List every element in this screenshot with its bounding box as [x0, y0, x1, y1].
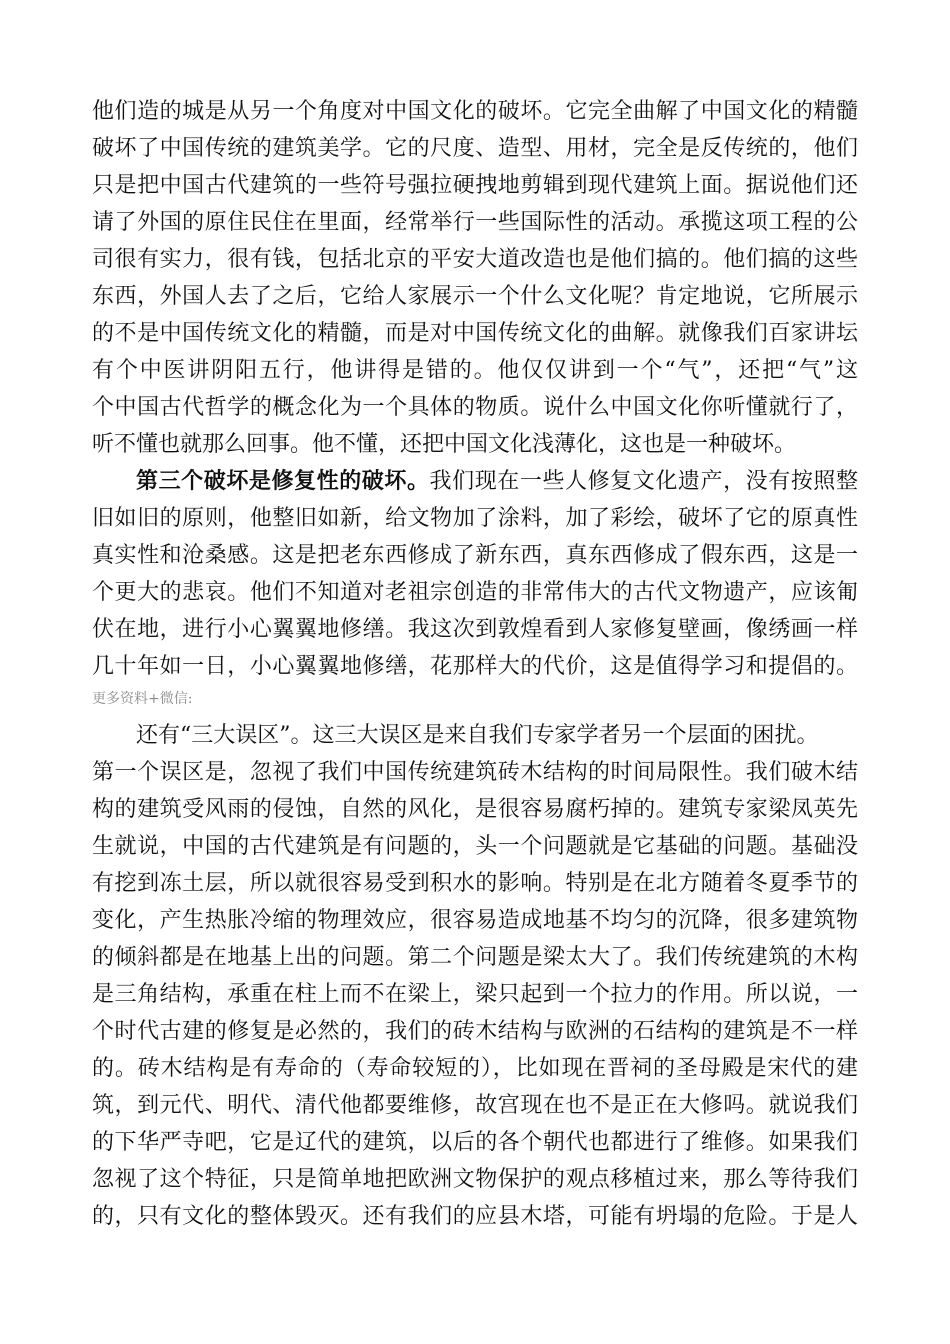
- text-line: 个更大的悲哀。他们不知道对老祖宗创造的非常伟大的古代文物遗产，应该匍: [92, 580, 858, 605]
- text-line: 真实性和沧桑感。这是把老东西修成了新东西，真东西修成了假东西，这是一: [92, 543, 858, 568]
- text-line: [92, 463, 858, 500]
- text-line: 的不是中国传统文化的精髓，而是对中国传统文化的曲解。就像我们百家讲坛: [92, 321, 858, 346]
- text-line: 的。砖木结构是有寿命的（寿命较短的），比如现在晋祠的圣母殿是宋代的建: [92, 1056, 858, 1081]
- text-line: 的倾斜都是在地基上出的问题。第二个问题是梁太大了。我们传统建筑的木构: [92, 945, 858, 970]
- text-line: 旧如旧的原则，他整旧如新，给文物加了涂料，加了彩绘，破坏了它的原真性: [92, 506, 858, 531]
- bold-lead: 第三个破坏是修复性的破坏。: [136, 468, 430, 494]
- text-line: 伏在地，进行小心翼翼地修缮。我这次到敦煌看到人家修复壁画，像绣画一样: [92, 617, 858, 642]
- text-line: 破坏了中国传统的建筑美学。它的尺度、造型、用材，完全是反传统的，他们: [92, 136, 858, 161]
- text-line: 的下华严寺吧，它是辽代的建筑，以后的各个朝代也都进行了维修。如果我们: [92, 1130, 858, 1155]
- paragraph-2: [92, 463, 858, 685]
- line-rest: 我们现在一些人修复文化遗产，没有按照整: [429, 469, 858, 494]
- footnote: 更多资料+微信:: [92, 691, 193, 707]
- text-line: 忽视了这个特征，只是简单地把欧洲文物保护的观点移植过来，那么等待我们: [92, 1167, 858, 1192]
- text-line: 的，只有文化的整体毁灭。还有我们的应县木塔，可能有坍塌的危险。于是人: [92, 1204, 858, 1229]
- text-line: 他们造的城是从另一个角度对中国文化的破坏。它完全曲解了中国文化的精髓: [92, 99, 858, 124]
- paragraph-1: [92, 93, 858, 463]
- text-line: 生就说，中国的古代建筑是有问题的，头一个问题就是它基础的问题。基础没: [92, 834, 858, 859]
- text-line: 筑，到元代、明代、清代他都要维修，故宫现在也不是正在大修吗。就说我们: [92, 1093, 858, 1118]
- paragraph-3: [92, 717, 858, 1235]
- text-line: 有挖到冻土层，所以就很容易受到积水的影响。特别是在北方随着冬夏季节的: [92, 871, 858, 896]
- text-line: 听不懂也就那么回事。他不懂，还把中国文化浅薄化，这也是一种破坏。: [92, 432, 797, 457]
- text-line: 个时代古建的修复是必然的，我们的砖木结构与欧洲的石结构的建筑是不一样: [92, 1019, 858, 1044]
- text-line: 变化，产生热胀冷缩的物理效应，很容易造成地基不均匀的沉降，很多建筑物: [92, 908, 858, 933]
- text-line: 构的建筑受风雨的侵蚀，自然的风化，是很容易腐朽掉的。建筑专家梁凤英先: [92, 797, 858, 822]
- text-line: 只是把中国古代建筑的一些符号强拉硬拽地剪辑到现代建筑上面。据说他们还: [92, 173, 858, 198]
- text-line: 有个中医讲阴阳五行，他讲得是错的。他仅仅讲到一个“气”，还把“气”这: [92, 358, 858, 383]
- text-line: 司很有实力，很有钱，包括北京的平安大道改造也是他们搞的。他们搞的这些: [92, 247, 858, 272]
- text-line: 东西，外国人去了之后，它给人家展示一个什么文化呢？肯定地说，它所展示: [92, 284, 858, 309]
- text-line: 个中国古代哲学的概念化为一个具体的物质。说什么中国文化你听懂就行了，: [92, 395, 858, 420]
- text-line: 请了外国的原住民住在里面，经常举行一些国际性的活动。承揽这项工程的公: [92, 210, 858, 235]
- text-line: 第一个误区是，忽视了我们中国传统建筑砖木结构的时间局限性。我们破木结: [92, 760, 858, 785]
- text-line: 还有“三大误区”。这三大误区是来自我们专家学者另一个层面的困扰。: [136, 723, 819, 748]
- text-line: 是三角结构，承重在柱上而不在梁上，梁只起到一个拉力的作用。所以说，一: [92, 982, 858, 1007]
- text-line: 几十年如一日，小心翼翼地修缮，花那样大的代价，这是值得学习和提倡的。: [92, 654, 858, 679]
